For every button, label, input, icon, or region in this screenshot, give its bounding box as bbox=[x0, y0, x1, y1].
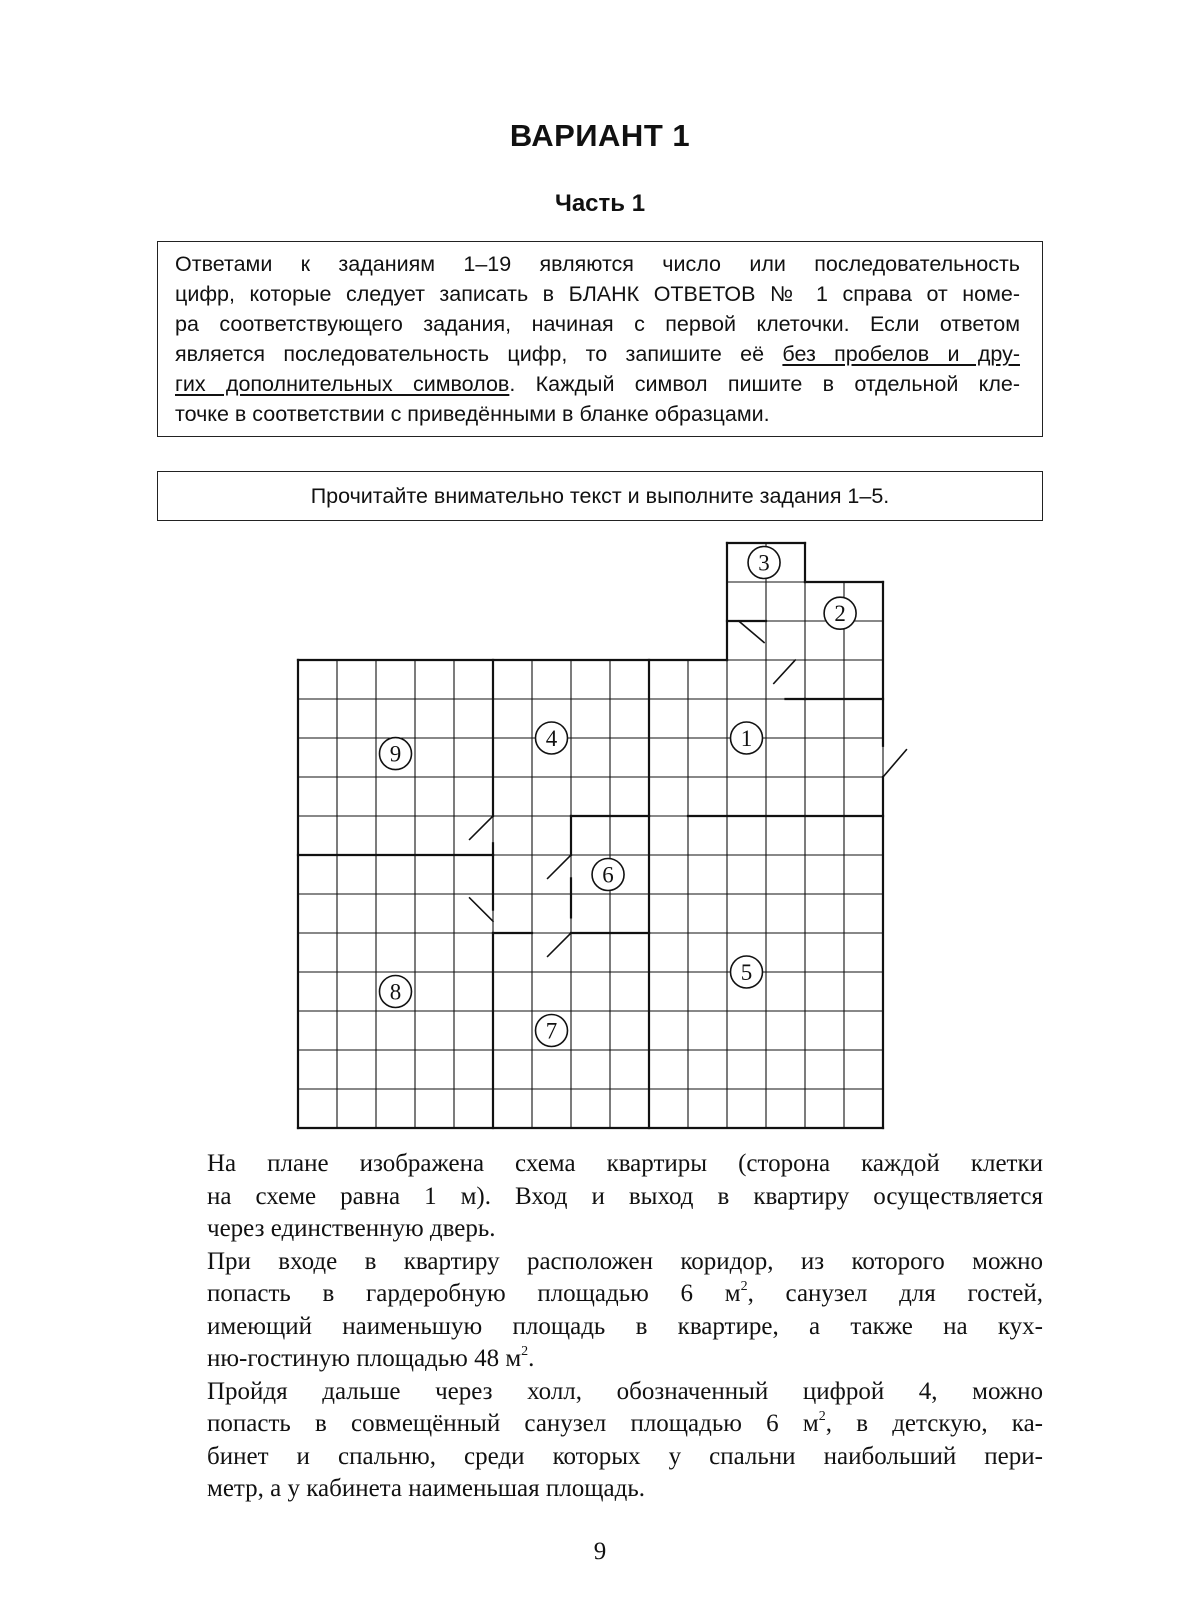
instructions-line: Ответами к заданиям 1–19 являются число или последовательность bbox=[175, 252, 1020, 276]
text-line: На плане изображена схема квартиры (сторона каждой клетки bbox=[207, 1150, 1043, 1177]
room-number-label: 6 bbox=[602, 862, 614, 888]
room-number-label: 3 bbox=[758, 550, 770, 576]
text-line: метр, а у кабинета наименьшая площадь. bbox=[207, 1475, 645, 1502]
text-fragment: , санузел для гостей, bbox=[747, 1280, 1043, 1307]
text-line: бинет и спальню, среди которых у спальни наибольший пери- bbox=[207, 1442, 1043, 1470]
text-fragment: попасть в гардеробную площадью 6 м bbox=[207, 1280, 741, 1307]
superscript: 2 bbox=[818, 1409, 826, 1424]
text-line bbox=[207, 1343, 1043, 1376]
text-fragment: . bbox=[528, 1345, 535, 1372]
superscript: 2 bbox=[740, 1279, 748, 1294]
room-number-label: 9 bbox=[389, 741, 402, 767]
text-fragment: , в детскую, ка- bbox=[825, 1410, 1043, 1437]
text-line: через единственную дверь. bbox=[207, 1215, 496, 1242]
superscript: 2 bbox=[521, 1344, 529, 1359]
room-number-label: 4 bbox=[545, 726, 558, 751]
instructions-line: точке в соответствии с приведёнными в бланке образцами. bbox=[175, 402, 770, 426]
variant-title: ВАРИАНТ 1 bbox=[509, 118, 691, 153]
text-line: Пройдя дальше через холл, обозначенный цифрой 4, можно bbox=[207, 1377, 1043, 1405]
door-mark bbox=[774, 660, 795, 683]
task-description bbox=[207, 1148, 1043, 1506]
text-line: При входе в квартиру расположен коридор, из которого можно bbox=[207, 1247, 1043, 1275]
instructions-underlined-text: без пробелов и дру- bbox=[782, 342, 1020, 366]
door-mark bbox=[548, 933, 571, 956]
task-prompt-text: Прочитайте внимательно текст и выполните задания 1–5. bbox=[310, 484, 890, 508]
text-line bbox=[207, 1278, 1043, 1311]
instructions-line: цифр, которые следует записать в БЛАНК ОТВЕТОВ № 1 справа от номе- bbox=[175, 282, 1020, 306]
door-mark bbox=[470, 816, 493, 839]
room-number-label: 5 bbox=[740, 960, 753, 985]
room-number-label: 7 bbox=[545, 1018, 558, 1044]
text-line: на схеме равна 1 м). Вход и выход в квартиру осуществляется bbox=[207, 1182, 1043, 1210]
text-fragment: ню-гостиную площадью 48 м bbox=[207, 1345, 522, 1372]
page-number: 9 bbox=[593, 1538, 607, 1565]
room-number-label: 2 bbox=[834, 601, 846, 627]
text-line: имеющий наименьшую площадь в квартире, а также на кух- bbox=[207, 1312, 1043, 1340]
text-fragment: попасть в совмещённый санузел площадью 6 м bbox=[207, 1410, 819, 1437]
instructions-line: ра соответствующего задания, начиная с первой клеточки. Если ответом bbox=[175, 312, 1020, 336]
instructions-text: . Каждый символ пишите в отдельной кле- bbox=[509, 372, 1020, 396]
door-mark bbox=[883, 750, 906, 777]
instructions-text: является последовательность цифр, то запишите её bbox=[175, 342, 783, 366]
text-line bbox=[207, 1408, 1043, 1441]
door-mark bbox=[470, 898, 493, 921]
door-mark bbox=[548, 855, 571, 878]
part-title: Часть 1 bbox=[554, 190, 646, 217]
room-number-label: 1 bbox=[740, 726, 753, 751]
room-number-label: 8 bbox=[389, 979, 402, 1005]
door-mark bbox=[739, 621, 764, 642]
instructions-underlined-text: гих дополнительных символов bbox=[175, 372, 510, 396]
